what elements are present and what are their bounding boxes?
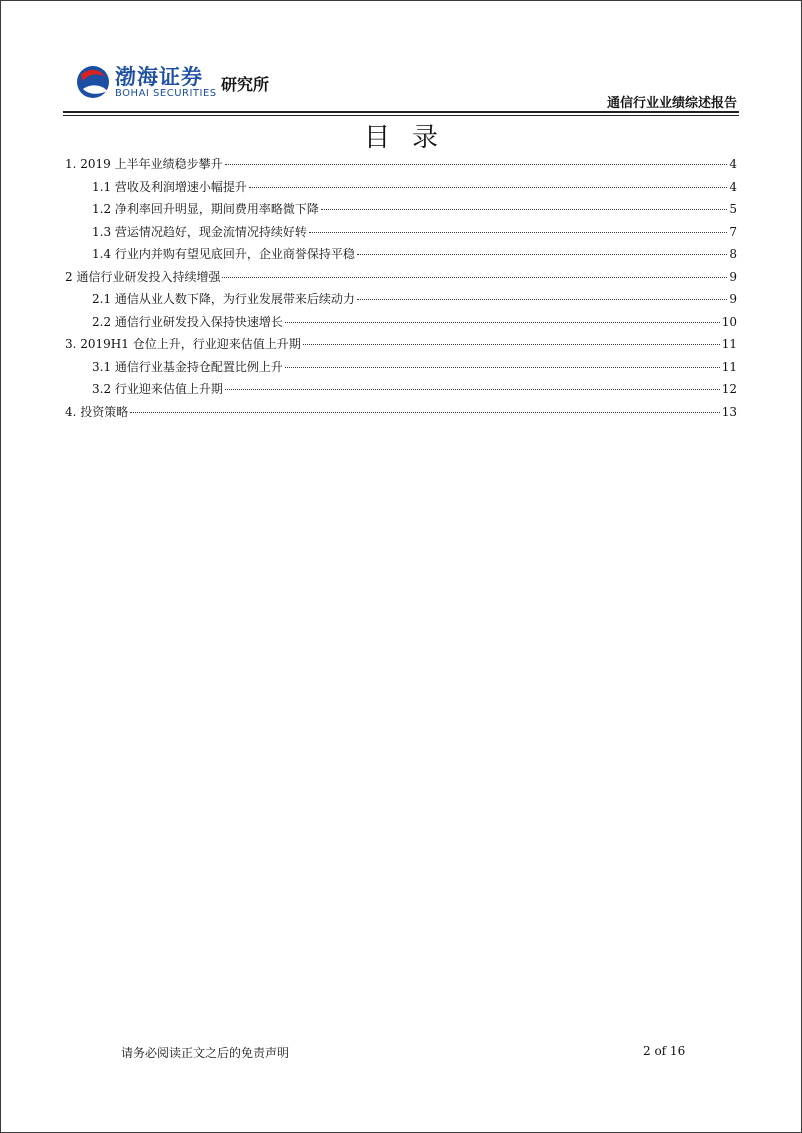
toc-entry[interactable] bbox=[65, 155, 737, 178]
toc-entry[interactable] bbox=[65, 245, 737, 268]
toc-entry[interactable] bbox=[65, 268, 737, 291]
footer-disclaimer: 请务必阅读正文之后的免责声明 bbox=[121, 1046, 290, 1060]
toc-entry-page: 10 bbox=[721, 314, 737, 329]
logo-english-name: BOHAI SECURITIES bbox=[115, 88, 217, 99]
toc-entry-page: 7 bbox=[729, 224, 737, 239]
toc-leader-dots bbox=[357, 254, 727, 255]
toc-entry-page: 4 bbox=[729, 157, 737, 171]
toc-leader-dots bbox=[225, 164, 728, 165]
report-title: 通信行业业绩综述报告 bbox=[606, 96, 737, 111]
toc-entry-label: 3.2 行业迎来估值上升期 bbox=[92, 382, 223, 396]
toc-title: 目录 bbox=[363, 123, 460, 153]
toc-entry-page: 11 bbox=[721, 337, 737, 351]
bohai-logo-mark-icon bbox=[75, 61, 111, 103]
toc-leader-dots bbox=[222, 277, 727, 278]
toc-entry-label: 3. 2019H1 仓位上升，行业迎来估值上升期 bbox=[65, 337, 301, 351]
toc-leader-dots bbox=[130, 412, 719, 413]
toc-entry-page: 8 bbox=[729, 247, 737, 261]
toc-entry-label: 2 通信行业研发投入持续增强 bbox=[65, 269, 221, 284]
toc-leader-dots bbox=[249, 187, 727, 188]
toc-entry-page: 12 bbox=[721, 382, 737, 396]
toc-entry-label: 1.2 净利率回升明显，期间费用率略微下降 bbox=[92, 202, 319, 216]
toc-entry[interactable] bbox=[65, 223, 737, 246]
toc-leader-dots bbox=[303, 344, 720, 345]
toc-entry-label: 4. 投资策略 bbox=[65, 404, 129, 419]
toc-entry-page: 9 bbox=[729, 292, 737, 306]
toc-entry[interactable] bbox=[65, 178, 737, 201]
toc-entry-label: 2.2 通信行业研发投入保持快速增长 bbox=[92, 314, 283, 329]
toc-entry[interactable] bbox=[65, 290, 737, 313]
toc-entry-label: 2.1 通信从业人数下降，为行业发展带来后续动力 bbox=[92, 292, 355, 306]
bohai-logo bbox=[75, 61, 285, 107]
page-indicator: 2 of 16 bbox=[643, 1044, 686, 1058]
toc-entry-label: 1.3 营运情况趋好，现金流情况持续好转 bbox=[92, 224, 307, 239]
toc-entry-label: 3.1 通信行业基金持仓配置比例上升 bbox=[92, 359, 283, 374]
toc-entry[interactable] bbox=[65, 200, 737, 223]
toc-entry[interactable] bbox=[65, 403, 737, 426]
toc-leader-dots bbox=[285, 367, 720, 368]
toc-entry-page: 5 bbox=[729, 202, 737, 216]
toc-entry[interactable] bbox=[65, 335, 737, 358]
toc-entry[interactable] bbox=[65, 313, 737, 336]
header-rule bbox=[63, 111, 739, 113]
table-of-contents bbox=[65, 155, 737, 425]
toc-entry-page: 4 bbox=[729, 179, 737, 194]
toc-leader-dots bbox=[309, 232, 727, 233]
header-rule-thin bbox=[63, 115, 739, 116]
toc-entry[interactable] bbox=[65, 358, 737, 381]
toc-leader-dots bbox=[225, 389, 720, 390]
logo-chinese-name: 渤海证券 bbox=[115, 65, 203, 89]
toc-leader-dots bbox=[285, 322, 720, 323]
toc-entry-page: 11 bbox=[721, 359, 737, 374]
toc-entry-page: 13 bbox=[721, 404, 737, 419]
toc-entry-label: 1.4 行业内并购有望见底回升，企业商誉保持平稳 bbox=[92, 247, 355, 261]
toc-entry[interactable] bbox=[65, 380, 737, 403]
logo-institute: 研究所 bbox=[221, 75, 270, 94]
toc-entry-page: 9 bbox=[729, 269, 737, 284]
toc-entry-label: 1. 2019 上半年业绩稳步攀升 bbox=[65, 157, 223, 171]
toc-leader-dots bbox=[357, 299, 727, 300]
toc-leader-dots bbox=[321, 209, 727, 210]
toc-entry-label: 1.1 营收及利润增速小幅提升 bbox=[92, 179, 247, 194]
